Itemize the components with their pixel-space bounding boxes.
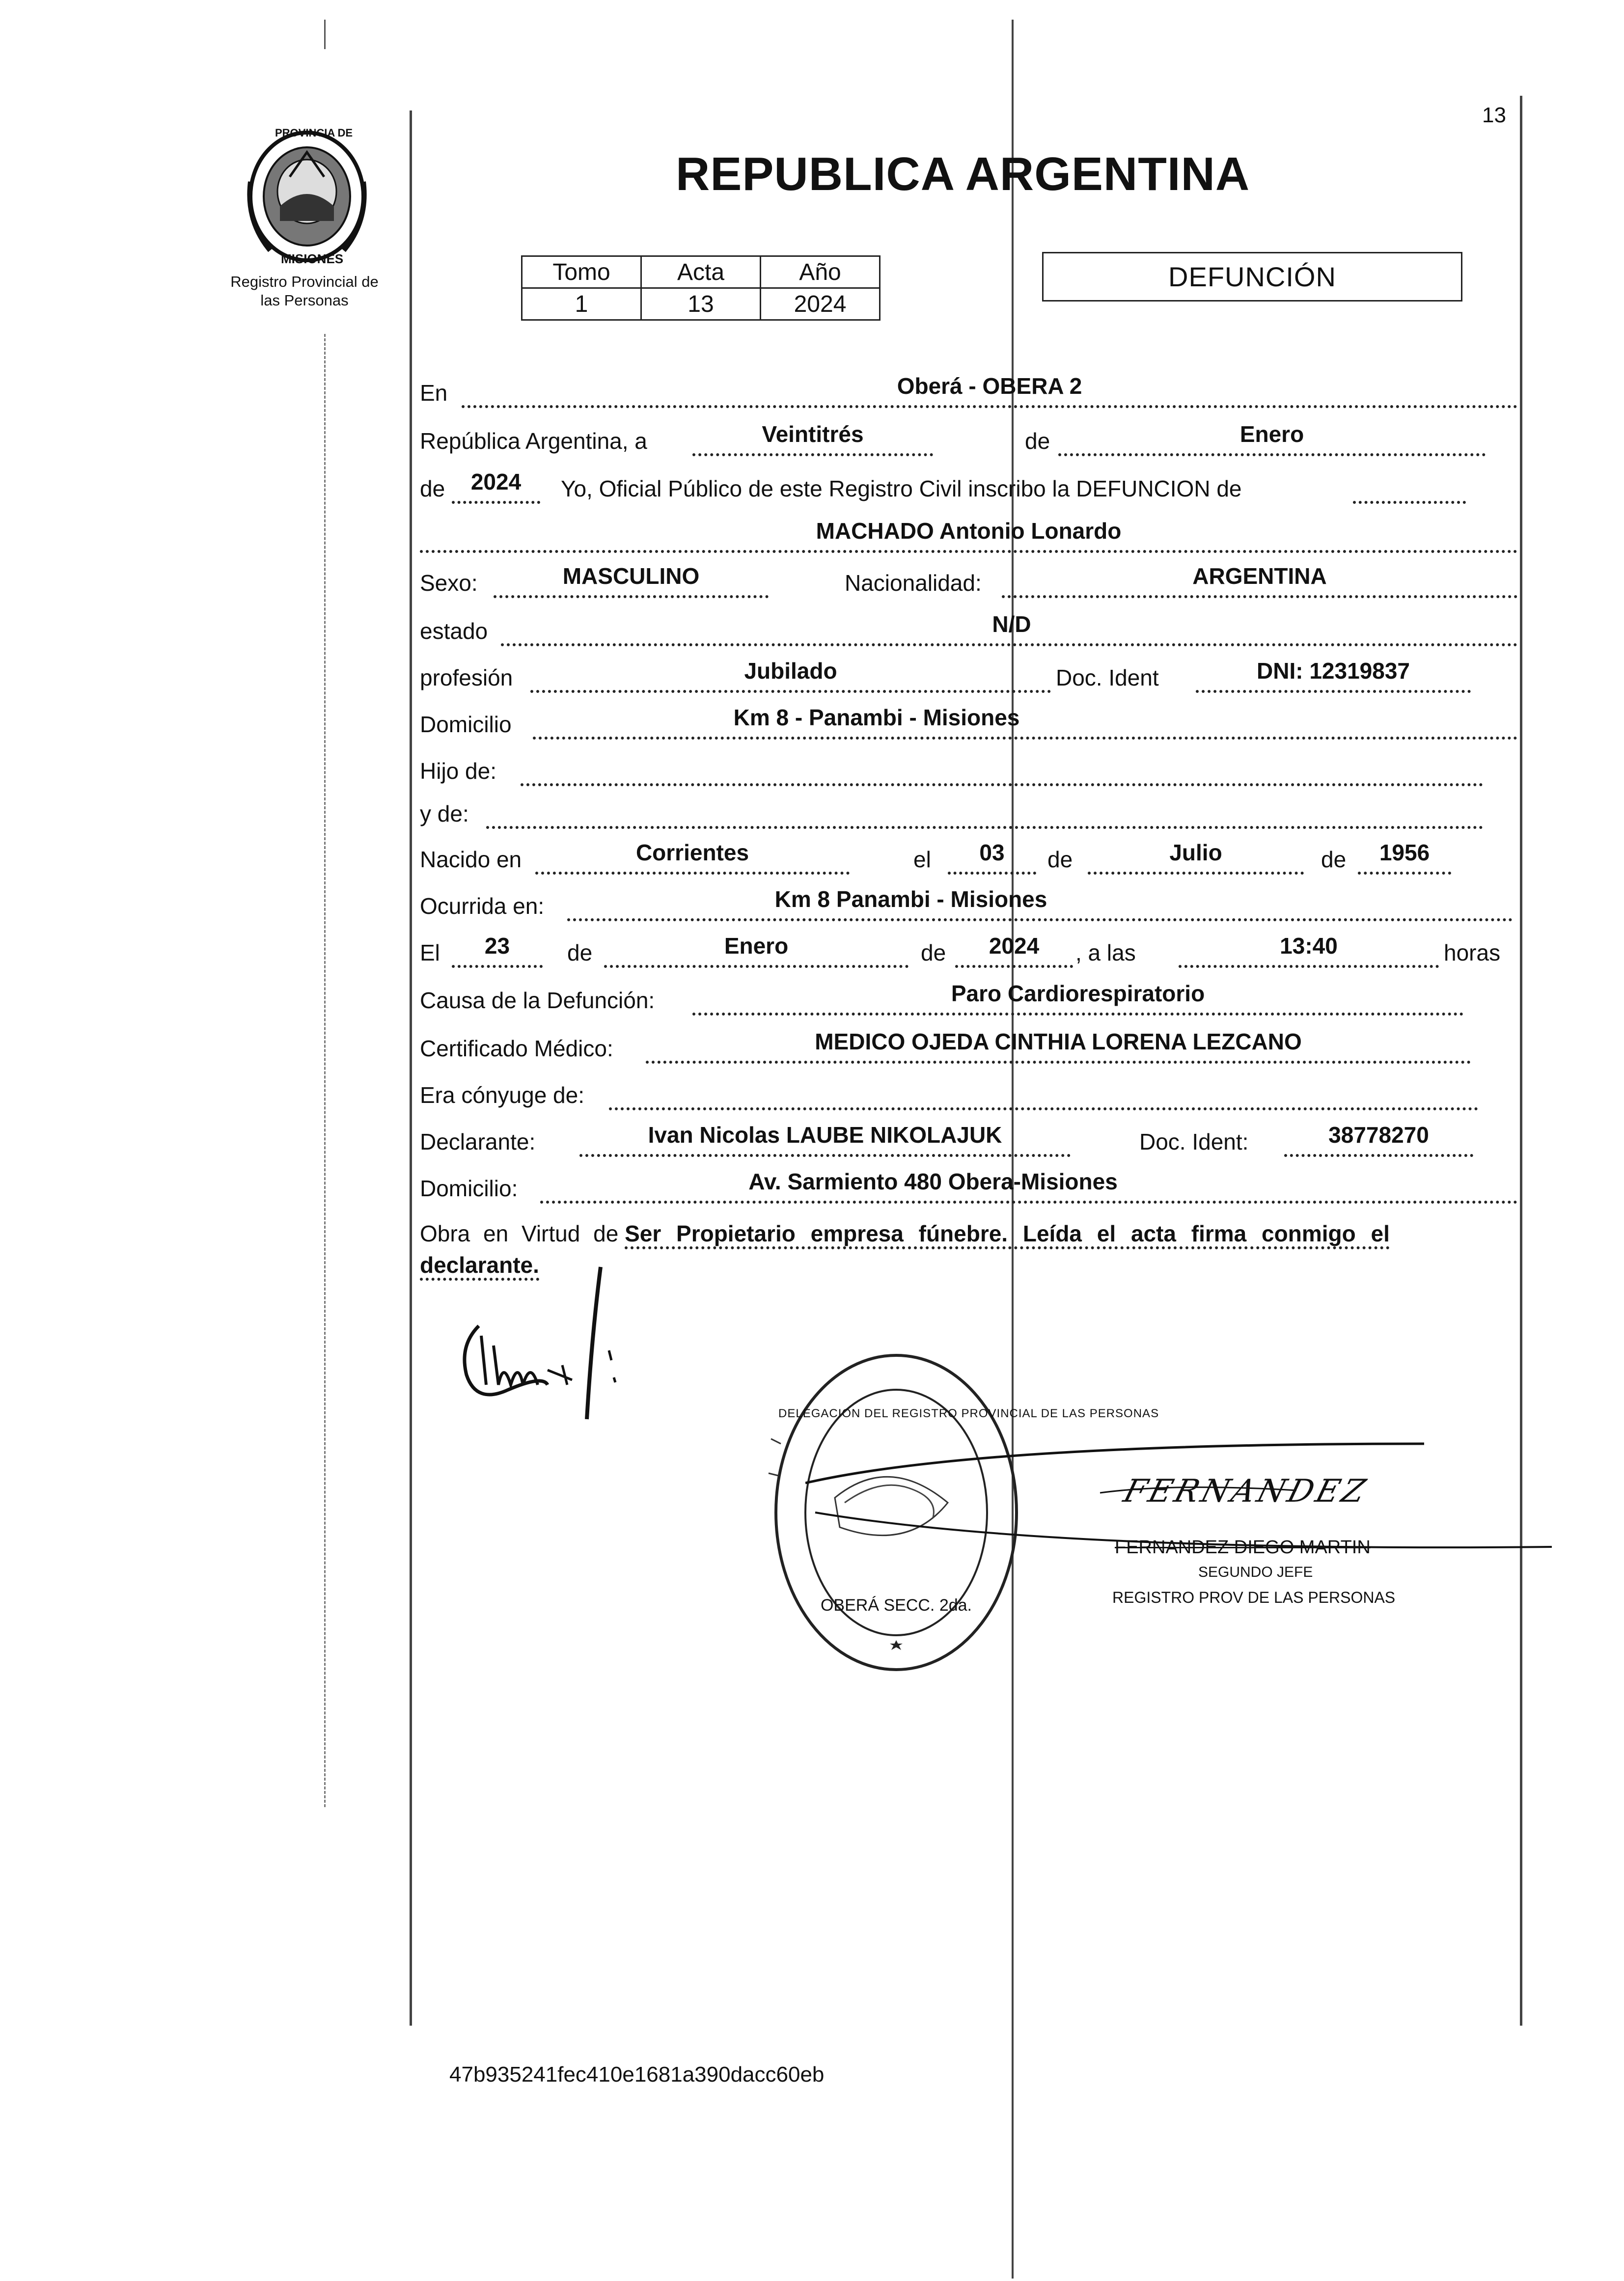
declarant-signature xyxy=(444,1262,631,1429)
decl-doc-value: 38778270 xyxy=(1328,1122,1429,1148)
registry-caption-line2: las Personas xyxy=(260,292,349,309)
alas-label: , a las xyxy=(1075,940,1136,965)
seal-text-top: PROVINCIA DE xyxy=(275,127,353,139)
domicilio-label: Domicilio xyxy=(420,712,512,737)
row-decl-domicilio xyxy=(420,1166,1520,1206)
row-profesion xyxy=(420,656,1520,695)
inscribo-fill xyxy=(1353,471,1466,504)
sexo-value: MASCULINO xyxy=(562,563,700,589)
nacionalidad-label: Nacionalidad: xyxy=(845,570,982,596)
row-estado xyxy=(420,609,1520,648)
nacido-value: Corrientes xyxy=(635,840,749,865)
causa-value: Paro Cardiorespiratorio xyxy=(951,981,1205,1006)
acta-label: Acta xyxy=(641,256,761,288)
provincial-seal-emblem xyxy=(241,123,373,270)
record-table xyxy=(521,255,881,321)
certificado-value: MEDICO OJEDA CINTHIA LORENA LEZCANO xyxy=(815,1029,1302,1054)
row-sexo xyxy=(420,561,1520,600)
nacionalidad-value: ARGENTINA xyxy=(1192,563,1327,589)
ocurrida-label: Ocurrida en: xyxy=(420,893,545,919)
tomo-value: 1 xyxy=(522,288,641,320)
doc-label: Doc. Ident xyxy=(1056,665,1159,690)
doc-value: DNI: 12319837 xyxy=(1257,658,1410,684)
horas-label: horas xyxy=(1444,940,1501,965)
sexo-label: Sexo: xyxy=(420,570,478,596)
obra-label: Obra en Virtud de xyxy=(420,1221,619,1246)
yde-label: y de: xyxy=(420,801,469,826)
registry-caption-line1: Registro Provincial de xyxy=(230,273,379,290)
decl-domicilio-label: Domicilio: xyxy=(420,1176,518,1201)
nac-de-label: de xyxy=(1047,847,1073,872)
estado-label: estado xyxy=(420,618,488,644)
row-fecha xyxy=(420,419,1520,458)
def-anio-value: 2024 xyxy=(989,933,1040,959)
mes-value: Enero xyxy=(1239,421,1304,447)
row-domicilio xyxy=(420,702,1520,742)
profesion-label: profesión xyxy=(420,665,513,690)
ocurrida-value: Km 8 Panambi - Misiones xyxy=(774,886,1047,912)
scan-dash-left xyxy=(324,20,326,49)
anio-value: 2024 xyxy=(761,288,880,320)
def-de-label: de xyxy=(567,940,593,965)
official-name: FERNANDEZ DIEGO MARTIN xyxy=(1115,1537,1371,1558)
document-hash: 47b935241fec410e1681a390dacc60eb xyxy=(449,2062,825,2087)
anio-value: 2024 xyxy=(470,469,522,495)
el2-label: El xyxy=(420,940,440,965)
row-fecha-defuncion xyxy=(420,931,1520,970)
profesion-value: Jubilado xyxy=(744,658,837,684)
registry-caption xyxy=(206,273,403,310)
estado-value: N/D xyxy=(992,611,1031,637)
declarante-label: Declarante: xyxy=(420,1129,536,1154)
el-label: el xyxy=(913,847,931,872)
de-label: de xyxy=(1025,428,1050,454)
fallecido-value: MACHADO Antonio Lonardo xyxy=(816,518,1122,544)
provincial-seal xyxy=(241,123,373,270)
stamp-ring-text: DELEGACION DEL REGISTRO PROVINCIAL DE LAS PERSONAS xyxy=(778,1407,1159,1420)
row-certificado xyxy=(420,1026,1520,1066)
document-title: REPUBLICA ARGENTINA xyxy=(676,148,1250,200)
record-type-box xyxy=(1042,252,1462,302)
hijo-fill xyxy=(521,754,1483,786)
row-declarante xyxy=(420,1120,1520,1159)
declarante-value: Ivan Nicolas LAUBE NIKOLAJUK xyxy=(648,1122,1002,1148)
nacido-label: Nacido en xyxy=(420,847,522,872)
decl-domicilio-value: Av. Sarmiento 480 Obera-Misiones xyxy=(748,1169,1118,1194)
causa-label: Causa de la Defunción: xyxy=(420,988,655,1013)
official-signature: FERNANDEZ xyxy=(1120,1473,1372,1510)
yde-fill xyxy=(486,797,1483,829)
conyuge-fill xyxy=(609,1078,1478,1110)
seal-text-bottom: MISIONES xyxy=(281,251,344,266)
tomo-label: Tomo xyxy=(522,256,641,288)
domicilio-value: Km 8 - Panambi - Misiones xyxy=(733,705,1020,730)
decl-doc-label: Doc. Ident: xyxy=(1139,1129,1249,1154)
official-office: REGISTRO PROV DE LAS PERSONAS xyxy=(1112,1589,1396,1606)
certificado-label: Certificado Médico: xyxy=(420,1036,613,1061)
en-label: En xyxy=(420,380,448,406)
obra-value: Ser Propietario empresa fúnebre. Leída el acta firma conmigo el declarante. xyxy=(420,1221,1390,1281)
def-de2-label: de xyxy=(921,940,946,965)
scan-line-left xyxy=(410,110,412,2026)
def-mes-value: Enero xyxy=(724,933,789,959)
row-causa xyxy=(420,978,1520,1017)
row-fallecido xyxy=(420,516,1520,555)
inscribo-text: Yo, Oficial Público de este Registro Civil inscribo la DEFUNCION de xyxy=(561,476,1242,501)
stamp-bottom-text: OBERÁ SECC. 2da. xyxy=(820,1596,972,1615)
nac-dia-value: 03 xyxy=(979,840,1005,865)
row-lugar xyxy=(420,371,1520,410)
row-ocurrida xyxy=(420,884,1520,923)
record-type: DEFUNCIÓN xyxy=(1168,261,1336,292)
hijo-label: Hijo de: xyxy=(420,758,496,784)
scan-dash-left xyxy=(324,334,327,1807)
conyuge-label: Era cónyuge de: xyxy=(420,1082,585,1108)
nac-de2-label: de xyxy=(1321,847,1347,872)
hora-value: 13:40 xyxy=(1280,933,1338,959)
row-yde xyxy=(420,792,1520,831)
nac-mes-value: Julio xyxy=(1169,840,1222,865)
page-number: 13 xyxy=(1482,103,1506,127)
row-conyuge xyxy=(420,1073,1520,1112)
nac-anio-value: 1956 xyxy=(1379,840,1430,865)
scan-line-right xyxy=(1520,96,1522,2026)
dia-texto-value: Veintitrés xyxy=(762,421,864,447)
def-dia-value: 23 xyxy=(484,933,510,959)
acta-value: 13 xyxy=(641,288,761,320)
row-inscribo xyxy=(420,467,1520,506)
de2-label: de xyxy=(420,476,445,501)
republica-label: República Argentina, a xyxy=(420,428,647,454)
lugar-value: Oberá - OBERA 2 xyxy=(897,373,1082,399)
row-nacido xyxy=(420,837,1520,877)
row-hijo xyxy=(420,749,1520,788)
anio-label: Año xyxy=(761,256,880,288)
official-role: SEGUNDO JEFE xyxy=(1198,1564,1313,1580)
